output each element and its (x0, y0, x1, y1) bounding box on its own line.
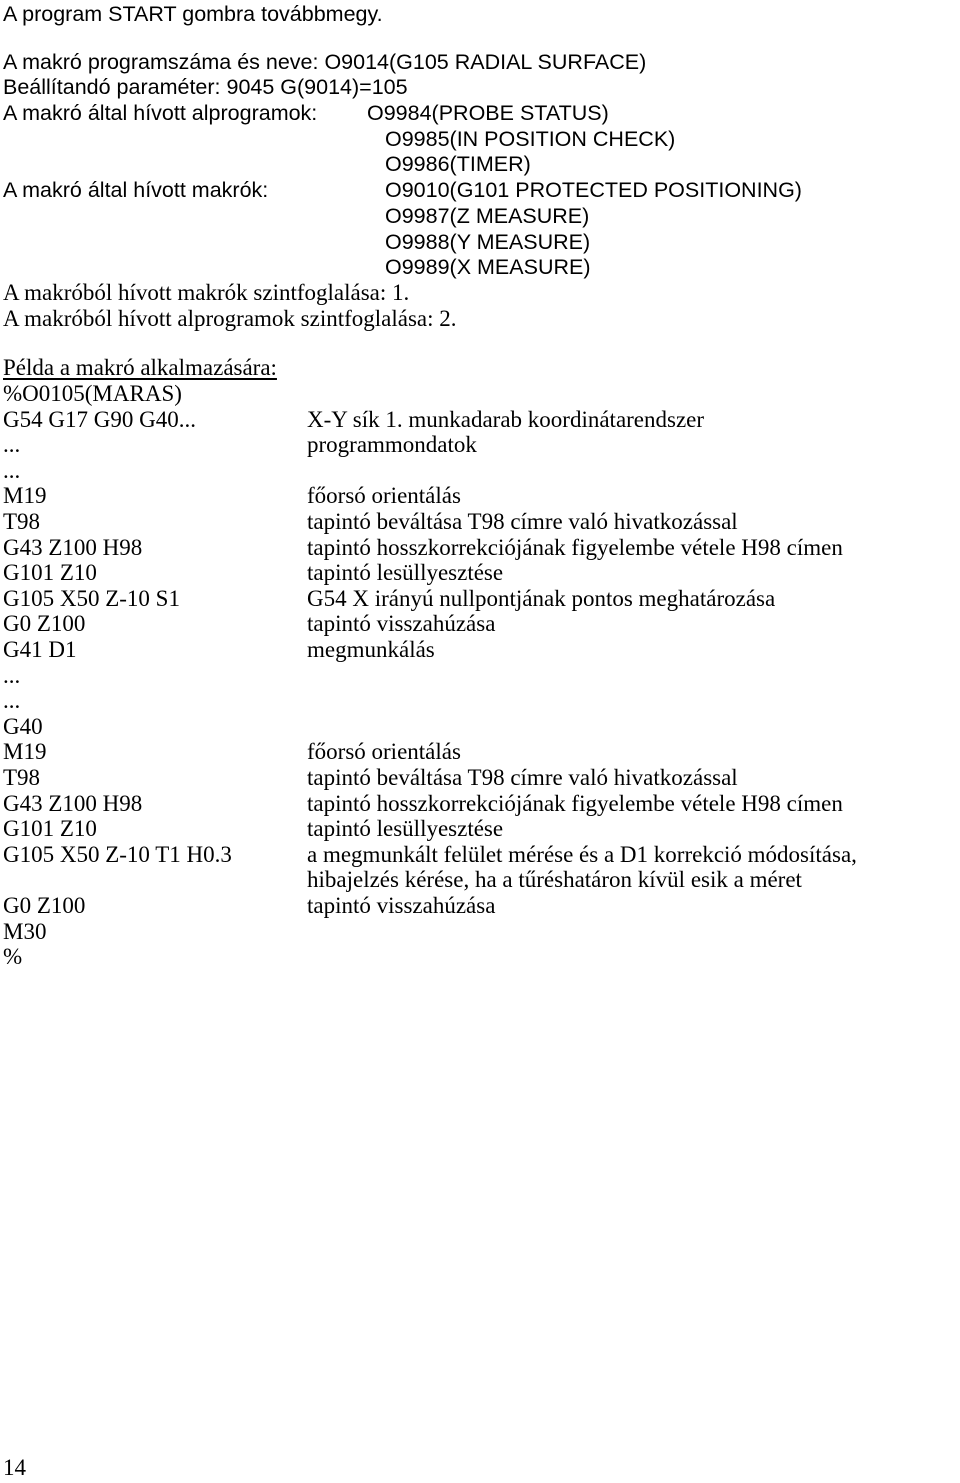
macro-item: O9987(Z MEASURE) (385, 204, 590, 228)
macro-item: O9988(Y MEASURE) (385, 230, 591, 254)
code-line: ... (3, 432, 21, 457)
subprogram-item: O9986(TIMER) (385, 152, 531, 176)
code-line: G0 Z100 (3, 893, 86, 918)
code-comment: tapintó visszahúzása (307, 611, 496, 636)
code-comment: megmunkálás (307, 637, 435, 662)
code-line: %O0105(MARAS) (3, 381, 182, 406)
code-comment: X-Y sík 1. munkadarab koordinátarendszer (307, 407, 705, 432)
code-line: T98 (3, 765, 41, 790)
code-line: G54 G17 G90 G40... (3, 407, 196, 432)
code-line: M30 (3, 919, 47, 944)
example-heading: Példa a makró alkalmazására: (3, 355, 277, 380)
code-line: ... (3, 688, 21, 713)
nesting-macro-text: A makróból hívott makrók szintfoglalása: 1. (3, 280, 410, 305)
subprogram-item: O9984(PROBE STATUS) (367, 101, 609, 125)
nesting-subprogram-text: A makróból hívott alprogramok szintfoglalása: 2. (3, 306, 457, 331)
code-line: G101 Z10 (3, 816, 97, 841)
code-line: G40 (3, 714, 43, 739)
code-line: G101 Z10 (3, 560, 97, 585)
code-line: G43 Z100 H98 (3, 535, 143, 560)
code-line: T98 (3, 509, 41, 534)
code-line: % (3, 944, 23, 969)
code-line: G43 Z100 H98 (3, 791, 143, 816)
code-line: G0 Z100 (3, 611, 86, 636)
code-comment: tapintó visszahúzása (307, 893, 496, 918)
page-number: 14 (3, 1455, 26, 1480)
code-line: G41 D1 (3, 637, 77, 662)
code-comment: tapintó lesüllyesztése (307, 560, 504, 585)
code-comment: főorsó orientálás (307, 483, 461, 508)
code-line: ... (3, 458, 21, 483)
parameter-line: Beállítandó paraméter: 9045 G(9014)=105 (3, 75, 408, 99)
code-line: G105 X50 Z-10 S1 (3, 586, 180, 611)
code-comment: tapintó beváltása T98 címre való hivatkozással (307, 765, 738, 790)
subprogram-item: O9985(IN POSITION CHECK) (385, 127, 676, 151)
macro-item: O9989(X MEASURE) (385, 255, 591, 279)
code-line: ... (3, 663, 21, 688)
code-comment: tapintó lesüllyesztése (307, 816, 504, 841)
macro-name-line: A makró programszáma és neve: O9014(G105 RADIAL SURFACE) (3, 50, 647, 74)
code-line: M19 (3, 739, 47, 764)
macros-label: A makró által hívott makrók: (3, 178, 269, 202)
code-comment: tapintó hosszkorrekciójának figyelembe vétele H98 címen (307, 791, 843, 816)
subprograms-label: A makró által hívott alprogramok: (3, 101, 318, 125)
macro-item: O9010(G101 PROTECTED POSITIONING) (385, 178, 802, 202)
code-comment: G54 X irányú nullpontjának pontos meghatározása (307, 586, 776, 611)
code-comment: tapintó beváltása T98 címre való hivatkozással (307, 509, 738, 534)
code-line: G105 X50 Z-10 T1 H0.3 (3, 842, 232, 867)
code-comment: a megmunkált felület mérése és a D1 korrekció módosítása, (307, 842, 857, 867)
code-line: M19 (3, 483, 47, 508)
intro-text: A program START gombra továbbmegy. (3, 2, 383, 26)
code-comment: programmondatok (307, 432, 477, 457)
code-comment: hibajelzés kérése, ha a tűréshatáron kívül esik a méret (307, 867, 802, 892)
code-comment: tapintó hosszkorrekciójának figyelembe vétele H98 címen (307, 535, 843, 560)
code-comment: főorsó orientálás (307, 739, 461, 764)
